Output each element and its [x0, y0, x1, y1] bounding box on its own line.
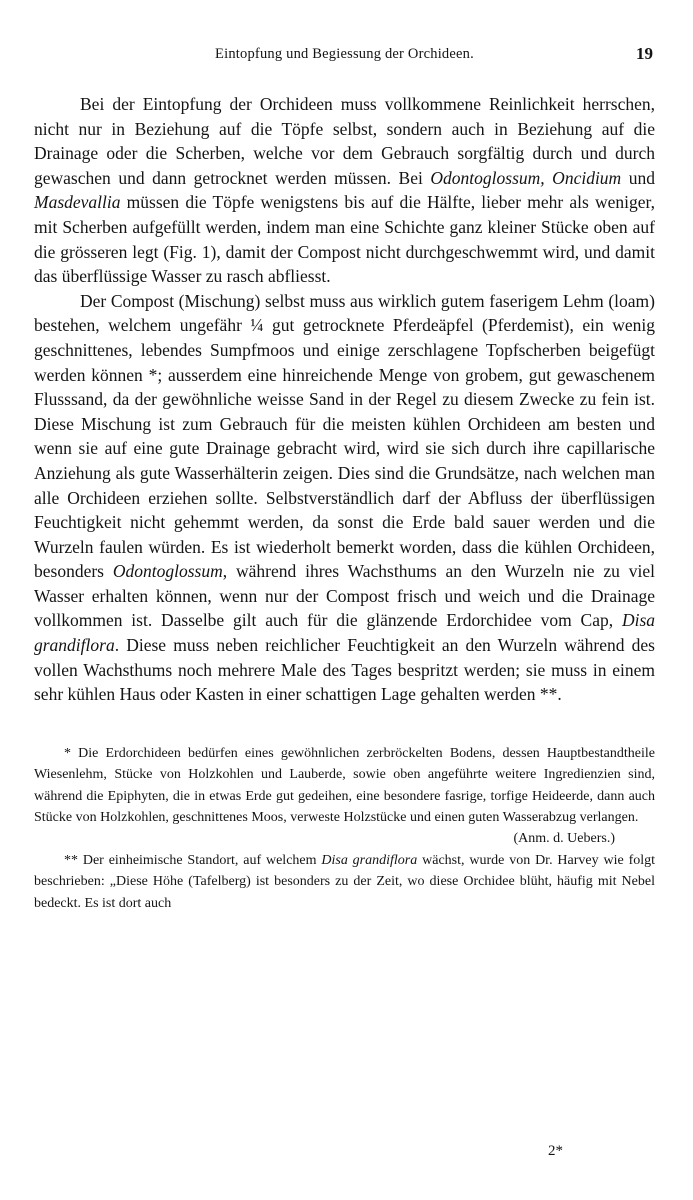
running-title: Eintopfung und Begiessung der Orchideen.	[215, 46, 474, 62]
footnote-1-signature-line	[34, 828, 655, 849]
text-run: ** Der einheimische Standort, auf welchem	[64, 852, 322, 868]
italic-term: Odontoglossum, Oncidium	[430, 167, 622, 188]
italic-term: Disa grandiflora	[34, 610, 655, 656]
text-run: müssen die Töpfe wenigstens bis auf die Hälfte, lieber mehr als weniger, mit Scherben aufgefüllt werden, indem man eine Schichte ganz kleiner Stücke oben auf die grösseren legt (Fig. 1), damit der Compost nicht durchgeschwemmt wird, und damit das überflüssige Wasser zu rasch abfliesst.	[34, 192, 655, 287]
footnote-signature: (Anm. d. Uebers.)	[513, 831, 615, 847]
footnote-2	[34, 850, 655, 914]
text-run: Bei der Eintopfung der Orchideen muss vollkommene Reinlichkeit herrschen, nicht nur in Beziehung auf die Töpfe selbst, sondern auch in Beziehung auf die Drainage oder die Scherben, welche vor dem Gebrauch sorgfältig durch und durch gewaschen und dann getrocknet werden müssen. Bei	[34, 94, 655, 188]
text-run: . Diese muss neben reichlicher Feuchtigkeit an den Wurzeln während des vollen Wachsthums noch mehrere Male des Tages bespritzt werden; sie muss in einem sehr kühlen Haus oder Kasten in einer schattigen Lage gehalten werden **.	[34, 635, 655, 705]
text-run: wächst, wurde von Dr. Harvey wie folgt beschrieben: „Diese Höhe (Tafelberg) ist besonders zu der Zeit, wo diese Orchidee blüht, häufig mit Nebel bedeckt. Es ist dort auch	[34, 852, 656, 911]
body-paragraph-2	[34, 289, 655, 707]
footnotes	[34, 743, 655, 914]
running-header	[34, 40, 655, 74]
footnote-text: * Die Erdorchideen bedürfen eines gewöhnlichen zerbröckelten Bodens, dessen Hauptbestandtheile Wiesenlehm, Stücke von Holzkohlen und Lauberde, sowie oben angeführte weitere Ingredienzien sind, während die Epiphyten, die in etwas Erde gut gedeihen, eine besondere fasrige, torfige Heideerde, dann auch Stücke von Holzkohlen, geschnittenes Moos, verweste Holzstücke und einen guten Wasserabzug verlangen.	[34, 745, 655, 826]
italic-term: Odontoglossum	[112, 561, 223, 582]
italic-term: Masdevallia	[34, 192, 121, 213]
text-run: und	[621, 167, 655, 188]
signature-mark: 2*	[548, 1143, 563, 1159]
italic-term: Disa grandiflora	[321, 852, 418, 868]
text-run: , während ihres Wachsthums an den Wurzeln nie zu viel Wasser erhalten können, wenn nur der Compost frisch und weich und die Drainage vollkommen ist. Dasselbe gilt auch für die glänzende Erdorchidee vom Cap,	[34, 561, 655, 631]
body-paragraph-1	[34, 92, 655, 289]
text-run: Der Compost (Mischung) selbst muss aus wirklich gutem faserigem Lehm (loam) bestehen, welchem ungefähr ¼ gut getrocknete Pferdeäpfel (Pferdemist), ein wenig geschnittenes, lebendes Sumpfmoos und einige zerschlagene Topfscherben beigefügt werden können *; ausserdem eine hinreichende Menge von grobem, gut gewaschenem Flusssand, da der gewöhnliche weisse Sand in der Regel zu diesem Zwecke zu fein ist. Diese Mischung ist zum Gebrauch für die meisten kühlen Orchideen am besten und wenn sie auf eine gute Drainage gebracht wird, wird sie sich durch ihre capillarische Anziehung als gute Wasserhälterin zeigen. Dies sind die Grundsätze, nach welchen man alle Orchideen erziehen sollte. Selbstverständlich darf der Abfluss der überflüssigen Feuchtigkeit nicht gehemmt werden, da sonst die Erde bald sauer werden und die Wurzeln faulen würden. Es ist wiederholt bemerkt worden, dass die kühlen Orchideen, besonders	[34, 290, 655, 582]
footnote-1	[34, 743, 655, 829]
page-number: 19	[636, 44, 653, 63]
